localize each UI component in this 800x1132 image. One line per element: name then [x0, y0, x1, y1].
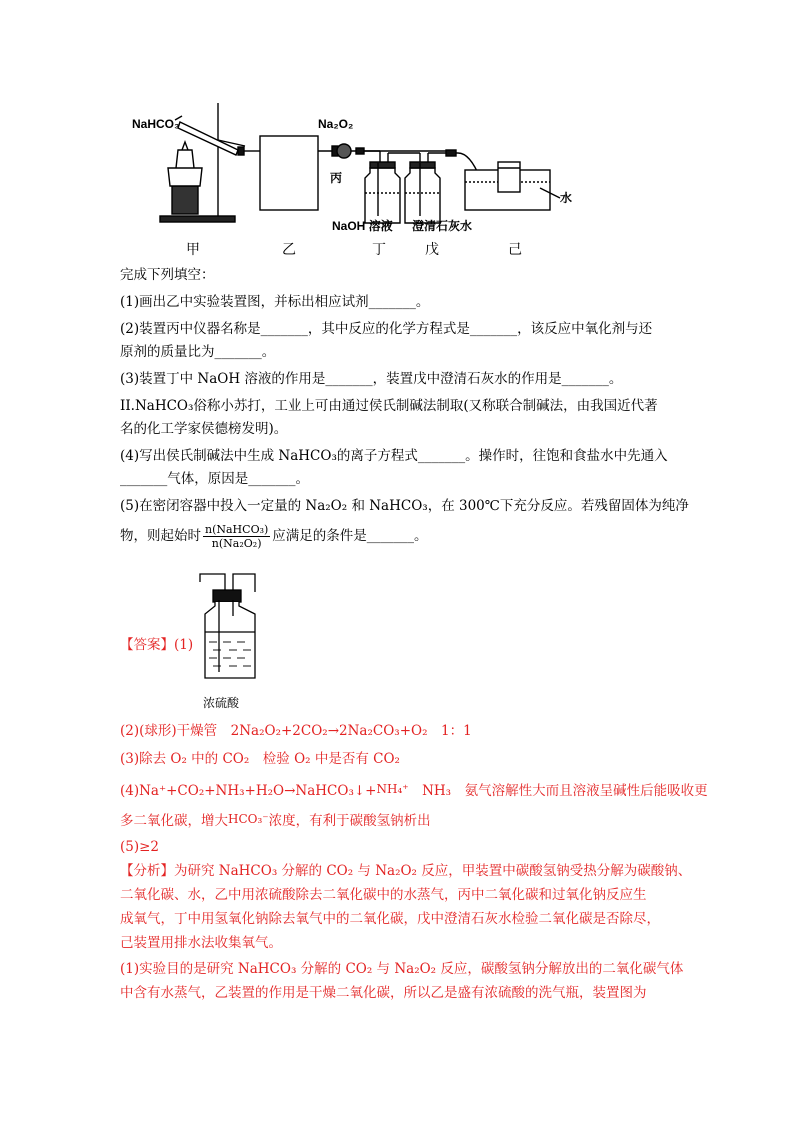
analysis-line4: 己装置用排水法收集氧气。: [120, 935, 282, 951]
apparatus-label-yi: 乙: [282, 242, 296, 258]
wash-bottle-diagram: [195, 570, 265, 685]
apparatus-label-jia: 甲: [186, 242, 200, 258]
answer-4-line2-post: 浓度，有利于碳酸氢钠析出: [268, 813, 431, 829]
label-naoh-solution: NaOH 溶液: [332, 219, 393, 233]
question-2-line1: (2)装置丙中仪器名称是_______，其中反应的化学方程式是_______，该反应中氧化剂与还: [120, 321, 653, 337]
question-5-pre: 物，则起始时: [120, 528, 201, 544]
analysis-line2: 二氧化碳、水，乙中用浓硫酸除去二氧化碳中的水蒸气，丙中二氧化碳和过氧化钠反应生: [120, 887, 647, 903]
answer-4-line2-pre: 多二氧化碳，增大: [120, 813, 228, 829]
answer-4-line2: [120, 810, 431, 830]
answer-4-pre: (4)Na⁺+CO₂+NH₃+H₂O→NaHCO₃↓+: [120, 783, 377, 799]
intro-text: 完成下列填空：: [120, 267, 215, 283]
ammonium-ion: NH₄⁺: [376, 782, 409, 796]
apparatus-label-wu: 戊: [425, 242, 439, 258]
part-2-line1: II.NaHCO₃俗称小苏打，工业上可由通过侯氏制碱法制取(又称联合制碱法，由我国近代著: [120, 398, 658, 414]
apparatus-label-ji: 己: [508, 242, 522, 258]
label-water: 水: [560, 191, 573, 205]
part-2-line2: 名的化工学家侯德榜发明)。: [120, 421, 288, 437]
analysis-line5: (1)实验目的是研究 NaHCO₃ 分解的 CO₂ 与 Na₂O₂ 反应，碳酸氢钠分解放出的二氧化碳气体: [120, 961, 684, 977]
analysis-line6: 中含有水蒸气，乙装置的作用是干燥二氧化碳，所以乙是盛有浓硫酸的洗气瓶，装置图为: [120, 985, 647, 1001]
apparatus-diagram: [120, 98, 580, 260]
question-2-line2: 原剂的质量比为_______。: [120, 344, 276, 360]
answer-label: 【答案】(1): [120, 637, 194, 653]
question-3: (3)装置丁中 NaOH 溶液的作用是_______，装置戊中澄清石灰水的作用是_______。: [120, 371, 623, 387]
answer-4-line1: [120, 780, 708, 800]
fraction-numerator: n(NaHCO₃): [205, 523, 269, 536]
question-4-line1: (4)写出侯氏制碱法中生成 NaHCO₃的离子方程式_______。操作时，往饱和食盐水中先通入: [120, 448, 668, 464]
answer-2: (2)(球形)干燥管 2Na₂O₂+2CO₂→2Na₂CO₃+O₂ 1：1: [120, 723, 472, 739]
analysis-line3: 成氧气，丁中用氢氧化钠除去氧气中的二氧化碳，戊中澄清石灰水检验二氧化碳是否除尽，: [120, 911, 660, 927]
reagent-label-nahco3: NaHCO₃: [132, 117, 180, 131]
wash-bottle-caption: 浓硫酸: [203, 696, 240, 710]
label-bing: 丙: [330, 171, 343, 185]
answer-4-post: NH₃ 氨气溶解性大而且溶液呈碱性后能吸收更: [408, 783, 708, 799]
label-limewater: 澄清石灰水: [412, 219, 473, 233]
question-5-post: 应满足的条件是_______。: [272, 528, 428, 544]
mole-ratio-fraction: [203, 523, 270, 550]
bicarbonate-ion: HCO₃⁻: [228, 812, 269, 826]
answer-5: (5)≥2: [120, 839, 160, 855]
fraction-denominator: n(Na₂O₂): [211, 537, 262, 550]
apparatus-label-ding: 丁: [372, 242, 386, 258]
question-1: (1)画出乙中实验装置图，并标出相应试剂_______。: [120, 294, 430, 310]
reagent-label-na2o2: Na₂O₂: [318, 117, 354, 131]
question-5-line1: (5)在密闭容器中投入一定量的 Na₂O₂ 和 NaHCO₃，在 300℃下充分反应。若残留固体为纯净: [120, 498, 689, 514]
analysis-line1: 【分析】为研究 NaHCO₃ 分解的 CO₂ 与 Na₂O₂ 反应，甲装置中碳酸氢钠受热分解为碳酸钠、: [120, 863, 692, 879]
question-5-line2: [120, 522, 428, 550]
answer-3: (3)除去 O₂ 中的 CO₂ 检验 O₂ 中是否有 CO₂: [120, 751, 400, 767]
question-4-line2: _______气体，原因是_______。: [120, 471, 309, 487]
